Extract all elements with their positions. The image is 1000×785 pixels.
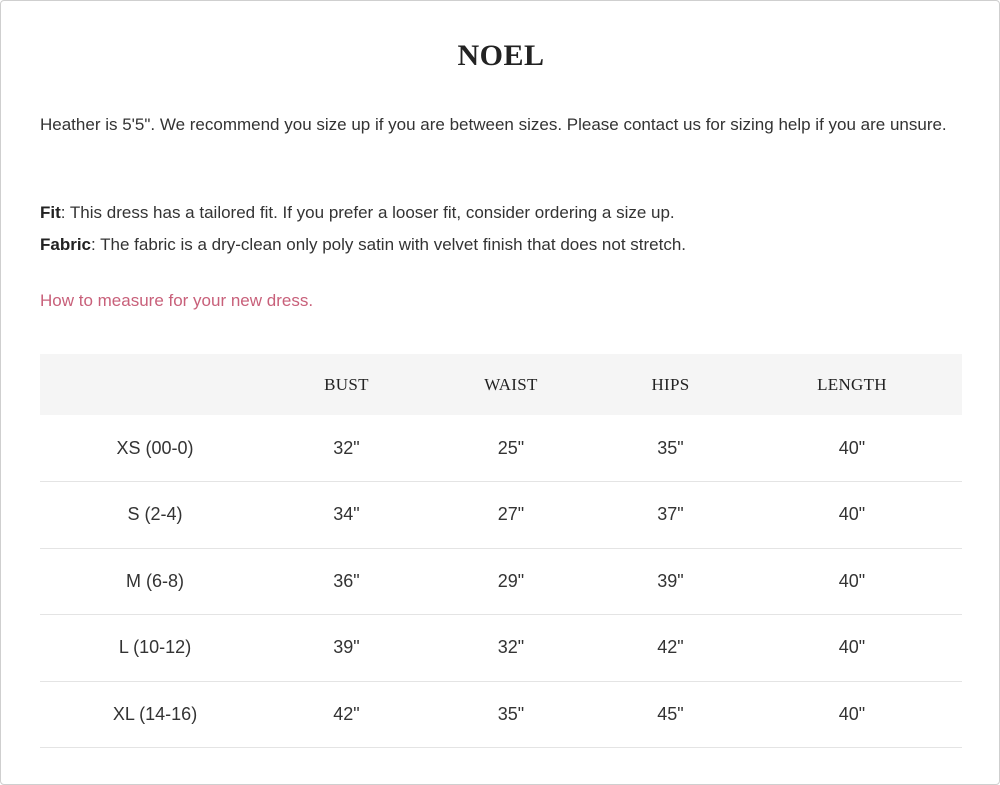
hips-cell: 39" bbox=[599, 548, 742, 615]
table-row bbox=[40, 415, 962, 482]
header-bust: BUST bbox=[270, 354, 423, 415]
hips-cell: 42" bbox=[599, 615, 742, 682]
length-cell: 40" bbox=[742, 415, 962, 482]
fit-line bbox=[40, 197, 962, 229]
fabric-line bbox=[40, 229, 962, 261]
length-cell: 40" bbox=[742, 681, 962, 748]
table-row bbox=[40, 548, 962, 615]
waist-cell: 32" bbox=[423, 615, 599, 682]
bust-cell: 42" bbox=[270, 681, 423, 748]
hips-cell: 45" bbox=[599, 681, 742, 748]
length-cell: 40" bbox=[742, 482, 962, 549]
bust-cell: 34" bbox=[270, 482, 423, 549]
header-waist: WAIST bbox=[423, 354, 599, 415]
table-row bbox=[40, 482, 962, 549]
fabric-text: : The fabric is a dry-clean only poly satin with velvet finish that does not stretch. bbox=[91, 235, 687, 254]
intro-text: Heather is 5'5". We recommend you size up if you are between sizes. Please contact us for sizing help if you are unsure. bbox=[40, 115, 947, 134]
length-cell: 40" bbox=[742, 548, 962, 615]
table-header-row bbox=[40, 354, 962, 415]
page-title: NOEL bbox=[457, 39, 545, 72]
specs-block bbox=[40, 197, 962, 261]
size-cell: XS (00-0) bbox=[40, 415, 270, 482]
size-cell: M (6-8) bbox=[40, 548, 270, 615]
size-cell: S (2-4) bbox=[40, 482, 270, 549]
length-cell: 40" bbox=[742, 615, 962, 682]
table-row bbox=[40, 681, 962, 748]
header-size bbox=[40, 354, 270, 415]
header-hips: HIPS bbox=[599, 354, 742, 415]
fabric-label: Fabric bbox=[40, 235, 92, 254]
bust-cell: 36" bbox=[270, 548, 423, 615]
fit-text: : This dress has a tailored fit. If you prefer a looser fit, consider ordering a size up. bbox=[60, 203, 675, 222]
measure-guide-link[interactable]: How to measure for your new dress. bbox=[40, 291, 314, 310]
waist-cell: 35" bbox=[423, 681, 599, 748]
hips-cell: 37" bbox=[599, 482, 742, 549]
header-length: LENGTH bbox=[742, 354, 962, 415]
size-chart-table bbox=[40, 354, 962, 748]
waist-cell: 29" bbox=[423, 548, 599, 615]
size-cell: L (10-12) bbox=[40, 615, 270, 682]
size-cell: XL (14-16) bbox=[40, 681, 270, 748]
hips-cell: 35" bbox=[599, 415, 742, 482]
table-row bbox=[40, 615, 962, 682]
bust-cell: 39" bbox=[270, 615, 423, 682]
waist-cell: 25" bbox=[423, 415, 599, 482]
fit-label: Fit bbox=[40, 203, 61, 222]
waist-cell: 27" bbox=[423, 482, 599, 549]
bust-cell: 32" bbox=[270, 415, 423, 482]
